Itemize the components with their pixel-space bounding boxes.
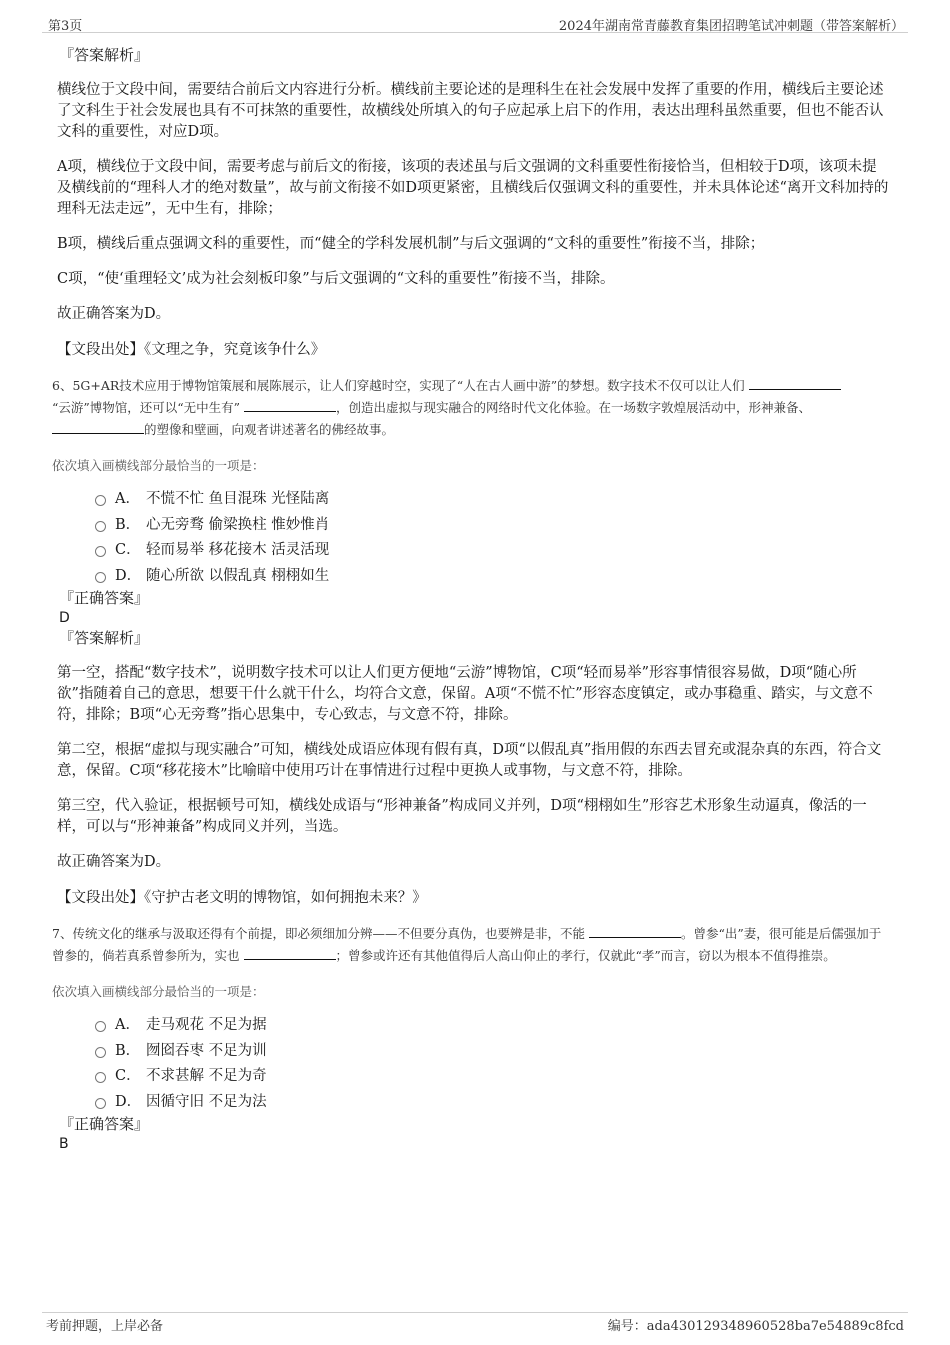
- q6-answer: D: [59, 610, 70, 626]
- q6-text-1: 6、5G+AR技术应用于博物馆策展和展陈展示，让人们穿越时空，实现了“人在古人画中游”的梦想。数字技术不仅可以让人们: [52, 378, 745, 393]
- q6-prompt: 依次填入画横线部分最恰当的一项是：: [52, 458, 265, 473]
- q7-blank-2: [244, 947, 336, 960]
- q5-source: 【文段出处】《文理之争，究竟该争什么》: [57, 342, 326, 358]
- q6-answer-label: 『正确答案』: [59, 589, 150, 607]
- page-header: [42, 12, 908, 33]
- q6-blank-1: [749, 377, 841, 390]
- radio-icon[interactable]: [95, 572, 106, 583]
- page-number: 第3页: [48, 19, 83, 34]
- option-text: 囫囵吞枣 不足为训: [146, 1042, 267, 1059]
- option-text: 不求甚解 不足为奇: [146, 1068, 267, 1085]
- radio-icon[interactable]: [95, 546, 106, 557]
- radio-icon[interactable]: [95, 1021, 106, 1032]
- q6-text-2: “云游”博物馆，还可以“无中生有”: [52, 400, 241, 415]
- q6-analysis-label: 『答案解析』: [59, 629, 150, 647]
- q7-option-b[interactable]: [95, 1037, 889, 1063]
- option-text: 走马观花 不足为据: [146, 1017, 267, 1034]
- option-text: 不慌不忙 鱼目混珠 光怪陆离: [146, 491, 330, 508]
- q6-analysis-para-1: 第一空，搭配“数字技术”，说明数字技术可以让人们更方便地“云游”博物馆，C项“轻而易举”形容事情很容易做，D项“随心所欲”指随着自己的意思，想要干什么就干什么，均符合文意，保留。A项“不慌不忙”形容态度镇定，或办事稳重、踏实，与文意不符，排除；B项“心无旁骛”指心思集中，专心致志，与文意不符，排除。: [57, 665, 873, 723]
- q6-blank-2: [244, 399, 336, 412]
- document-title: 2024年湖南常青藤教育集团招聘笔试冲刺题（带答案解析）: [558, 19, 904, 34]
- q5-analysis-label: 『答案解析』: [59, 46, 150, 64]
- option-text: 轻而易举 移花接木 活灵活现: [146, 542, 330, 559]
- radio-icon[interactable]: [95, 1098, 106, 1109]
- q6-analysis-para-2: 第二空，根据“虚拟与现实融合”可知，横线处成语应体现有假有真，D项“以假乱真”指用假的东西去冒充或混杂真的东西，符合文意，保留。C项“移花接木”比喻暗中使用巧计在事情进行过程中更换人或事物，与文意不符，排除。: [57, 742, 882, 779]
- radio-icon[interactable]: [95, 521, 106, 532]
- option-letter: C．: [115, 1068, 141, 1085]
- q6-source: 【文段出处】《守护古老文明的博物馆，如何拥抱未来？》: [57, 890, 427, 906]
- q7-text-2: 。曾参“出”妻，很可能是后儒强加于曾参的，倘若真系曾参所为，实也: [52, 926, 882, 963]
- option-text: 随心所欲 以假乱真 栩栩如生: [146, 567, 330, 584]
- q7-option-c[interactable]: [95, 1062, 889, 1088]
- q6-analysis-para-3: 第三空，代入验证，根据顿号可知，横线处成语与“形神兼备”构成同义并列，D项“栩栩如生”形容艺术形象生动逼真，像活的一样，可以与“形神兼备”构成同义并列，当选。: [57, 798, 867, 835]
- q6-options: [95, 485, 889, 587]
- q7-option-d[interactable]: [95, 1088, 889, 1114]
- q6-option-d[interactable]: [95, 562, 889, 588]
- option-text: 因循守旧 不足为法: [146, 1093, 267, 1110]
- footer-slogan: 考前押题，上岸必备: [46, 1319, 164, 1334]
- q6-text-3: ，创造出虚拟与现实融合的网络时代文化体验。在一场数字敦煌展活动中，形神兼备、: [336, 400, 812, 415]
- q6-option-b[interactable]: [95, 511, 889, 537]
- option-letter: A．: [115, 1017, 140, 1034]
- q6-option-c[interactable]: [95, 536, 889, 562]
- q7-prompt: 依次填入画横线部分最恰当的一项是：: [52, 984, 265, 999]
- q7-answer: B: [59, 1136, 69, 1152]
- q5-analysis-para-1: 横线位于文段中间，需要结合前后文内容进行分析。横线前主要论述的是理科生在社会发展中发挥了重要的作用，横线后主要论述了文科生于社会发展也具有不可抹煞的重要性，故横线处所填入的句子应起承上启下的作用，表达出理科虽然重要，但也不能否认文科的重要性，对应D项。: [57, 82, 884, 140]
- q7-text-3: ；曾参或许还有其他值得后人高山仰止的孝行，仅就此“孝”而言，窃以为根本不值得推崇。: [335, 948, 836, 963]
- option-letter: D．: [115, 1093, 142, 1110]
- radio-icon[interactable]: [95, 495, 106, 506]
- option-letter: C．: [115, 542, 141, 559]
- q5-analysis-para-3: B项，横线后重点强调文科的重要性，而“健全的学科发展机制”与后文强调的“文科的重要性”衔接不当，排除；: [57, 236, 765, 252]
- q7-answer-label: 『正确答案』: [59, 1115, 150, 1133]
- q6-conclusion: 故正确答案为D。: [57, 854, 171, 870]
- q7-option-a[interactable]: [95, 1011, 889, 1037]
- q6-blank-3: [52, 421, 144, 434]
- page-content: [52, 44, 889, 1153]
- q6-text-4: 的塑像和壁画，向观者讲述著名的佛经故事。: [144, 422, 395, 437]
- radio-icon[interactable]: [95, 1047, 106, 1058]
- option-text: 心无旁骛 偷梁换柱 惟妙惟肖: [146, 516, 330, 533]
- radio-icon[interactable]: [95, 1072, 106, 1083]
- q5-analysis-para-2: A项，横线位于文段中间，需要考虑与前后文的衔接，该项的表述虽与后文强调的文科重要性衔接恰当，但相较于D项，该项未提及横线前的“理科人才的绝对数量”，故与前文衔接不如D项更紧密，且横线后仅强调文科的重要性，并未具体论述“离开文科加持的理科无法走远”，无中生有，排除；: [57, 159, 889, 217]
- q7-options: [95, 1011, 889, 1113]
- q6-option-a[interactable]: [95, 485, 889, 511]
- option-letter: B．: [115, 1042, 141, 1059]
- q7-text-1: 7、传统文化的继承与汲取还得有个前提，即必须细加分辨——不但要分真伪，也要辨是非，不能: [52, 926, 585, 941]
- option-letter: D．: [115, 567, 142, 584]
- q7-question: [52, 923, 889, 967]
- q7-blank-1: [589, 925, 681, 938]
- q5-conclusion: 故正确答案为D。: [57, 306, 171, 322]
- q5-analysis-para-4: C项，“使‘重理轻文’成为社会刻板印象”与后文强调的“文科的重要性”衔接不当，排除。: [57, 271, 615, 287]
- q6-question: [52, 375, 889, 441]
- document-id: 编号：ada430129348960528ba7e54889c8fcd: [607, 1319, 904, 1334]
- option-letter: A．: [115, 491, 140, 508]
- page-footer: [42, 1312, 908, 1335]
- option-letter: B．: [115, 516, 141, 533]
